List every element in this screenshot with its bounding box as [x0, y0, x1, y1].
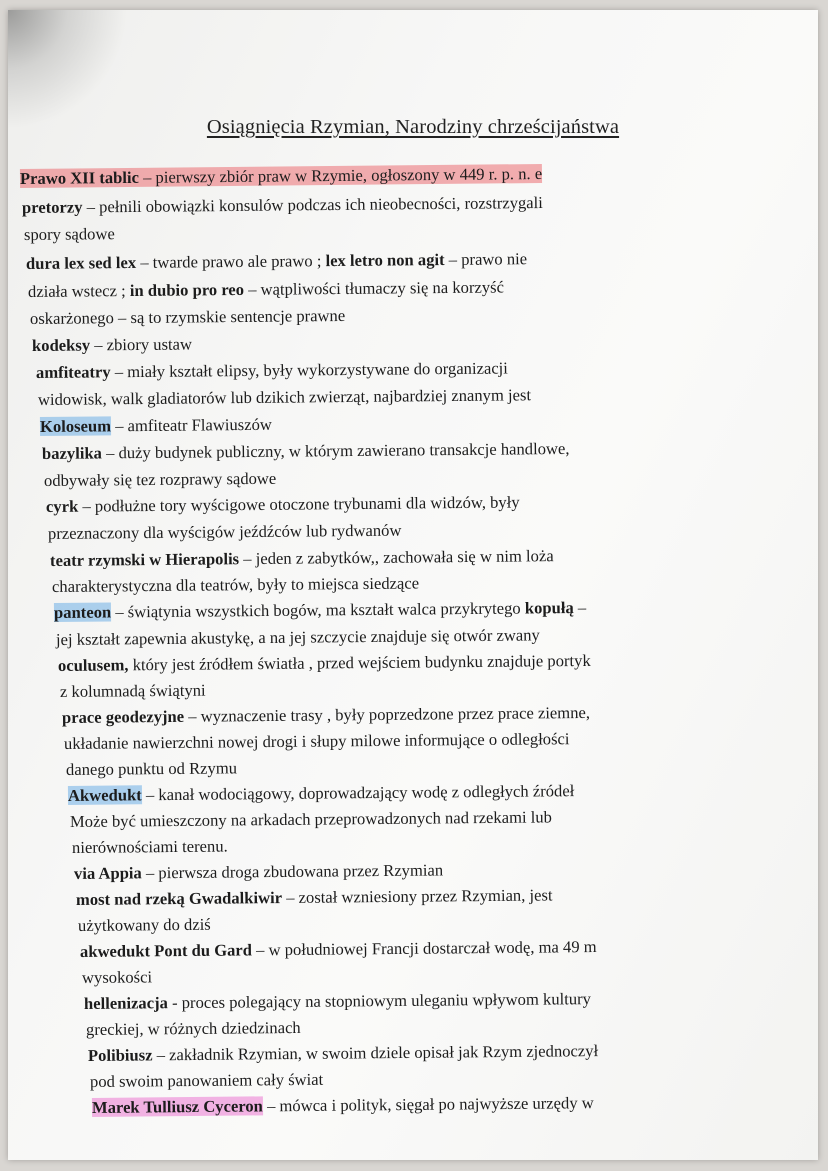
entry-cyrk [46, 491, 520, 518]
term: via Appia [73, 863, 142, 883]
entry-prawo-xii-tablic [20, 163, 542, 190]
text-line: nierównościami terenu. [71, 836, 228, 857]
entry-cyceron [92, 1092, 594, 1119]
term: cyrk [45, 496, 79, 516]
term-highlight-blue: Akwedukt [67, 785, 142, 805]
entry-kodeksy [32, 333, 192, 357]
term: hellenizacja [83, 993, 168, 1013]
entry-dura-lex [26, 248, 527, 275]
text-line: widowisk, walk gladiatorów lub dzikich zwierząt, najbardziej znanym jest [37, 385, 532, 409]
entry-in-dubio [28, 276, 504, 303]
text-line: Może być umieszczony na arkadach przeprowadzonych nad rzekami lub [69, 807, 553, 831]
term: kodeksy [31, 335, 91, 355]
entry-pretorzy [22, 192, 543, 219]
term: akwedukt Pont du Gard [79, 940, 253, 961]
term: oculusem, [57, 655, 129, 675]
term: teatr rzymski w Hierapolis [49, 549, 240, 570]
term: bazylika [41, 443, 103, 463]
text-line: spory sądowe [23, 224, 115, 244]
text-line: jej kształt zapewnia akustykę, a na jej szczycie znajduje się otwór zwany [55, 625, 540, 649]
definition: – pierwsza droga zbudowana przez Rzymian [141, 860, 444, 883]
definition: – twarde prawo ale prawo ; [136, 251, 326, 272]
term: most nad rzeką Gwadalkiwir [75, 888, 283, 909]
definition: – duży budynek publiczny, w którym zawierano transakcje handlowe, [101, 438, 570, 463]
entry-bazylika [42, 438, 570, 465]
definition: - proces polegający na stopniowym uleganiu wpływom kultury [167, 989, 592, 1013]
term: amfiteatry [35, 362, 111, 382]
definition: – pełnili obowiązki konsulów podczas ich nieobecności, rozstrzygali [82, 193, 543, 217]
entry-akwedukt [68, 780, 574, 807]
term-highlight-pink: Marek Tulliusz Cyceron [91, 1096, 263, 1117]
text-line: odbywały się tez rozprawy sądowe [43, 468, 277, 490]
text-line: przeznaczony dla wyścigów jeźdźców lub rydwanów [47, 520, 402, 543]
definition: – wyznaczenie trasy , były poprzedzone przez prace ziemne, [184, 702, 591, 726]
entry-hellenizacja [84, 988, 591, 1015]
term-highlight-blue: panteon [53, 602, 112, 622]
entry-koloseum [40, 414, 272, 438]
term: Polibiusz [87, 1045, 153, 1065]
definition: – zakładnik Rzymian, w swoim dziele opisał jak Rzym zjednoczył [152, 1041, 599, 1065]
definition: – został wzniesiony przez Rzymian, jest [281, 885, 553, 908]
definition: który jest źródłem światła , przed wejściem budynku znajduje portyk [128, 650, 591, 675]
entry-polibiusz [88, 1040, 598, 1067]
text-line: oskarżonego – są to rzymskie sentencje prawne [29, 305, 346, 328]
term: Prawo XII tablic [19, 167, 140, 188]
definition: – kanał wodociągowy, doprowadzający wodę z odległych źródeł [141, 781, 575, 805]
text-line: charakterystyczna dla teatrów, były to miejsca siedzące [51, 573, 420, 596]
text-line: użytkowany do dziś [77, 914, 211, 935]
term: pretorzy [21, 197, 83, 217]
entry-amfiteatry [36, 357, 508, 384]
definition: – mówca i polityk, sięgał po najwyższe urzędy w [262, 1093, 594, 1116]
definition: – amfiteatr Flawiuszów [110, 414, 272, 436]
entry-most-gwadalkiwir [76, 884, 553, 911]
term: lex letro non agit [325, 249, 445, 271]
highlight-red [20, 164, 542, 188]
entry-pont-du-gard [80, 936, 597, 963]
entry-oculus [58, 650, 591, 677]
page-title: Osiągnięcia Rzymian, Narodziny chrześcijaństwa [206, 116, 620, 138]
definition: – miały kształt elipsy, były wykorzystywane do organizacji [110, 358, 508, 382]
definition: – pierwszy zbiór praw w Rzymie, ogłoszony w 449 r. p. n. e [138, 163, 543, 187]
definition: – [573, 597, 587, 618]
document-page [8, 10, 818, 1160]
definition: – prawo nie [444, 249, 528, 269]
definition: – wątpliwości tłumaczy się na korzyść [243, 277, 505, 299]
text: działa wstecz ; [27, 281, 130, 301]
definition: – zbiory ustaw [90, 334, 193, 355]
text-line: pod swoim panowaniem cały świat [89, 1069, 324, 1091]
term: prace geodezyjne [61, 706, 185, 727]
entry-teatr-hierapolis [50, 545, 554, 572]
term: kopułą [524, 598, 574, 618]
text-line: wysokości [81, 967, 153, 987]
text-line: greckiej, w różnych dziedzinach [85, 1017, 301, 1039]
definition: – jeden z zabytków,, zachowała się w nim loża [239, 546, 554, 569]
entry-panteon [54, 597, 586, 624]
definition: – podłużne tory wyścigowe otoczone trybunami dla widzów, były [78, 492, 520, 516]
entry-prace-geodezyjne [62, 702, 590, 729]
term-highlight-blue: Koloseum [39, 416, 112, 436]
term: dura lex sed lex [25, 252, 137, 273]
text-line: z kolumnadą świątyni [59, 680, 206, 701]
definition: – świątynia wszystkich bogów, ma kształt walca przykrytego [111, 598, 525, 622]
text-line: układanie nawierzchni nowej drogi i słupy milowe informujące o odległości [63, 729, 570, 753]
entry-via-appia [74, 859, 443, 885]
term: in dubio pro reo [129, 279, 245, 301]
text-line: danego punktu od Rzymu [65, 758, 238, 779]
definition: – w południowej Francji dostarczał wodę, ma 49 m [251, 937, 597, 960]
